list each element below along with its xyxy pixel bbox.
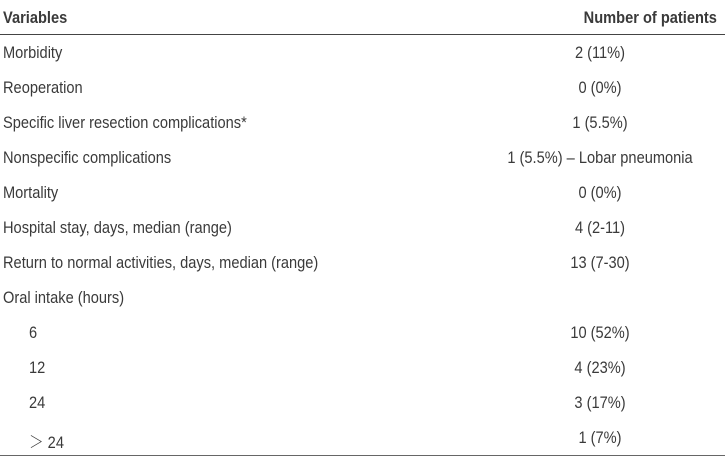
- row-label: 12: [29, 358, 46, 377]
- table-row: [0, 36, 725, 70]
- row-value: 4 (2-11): [574, 218, 626, 237]
- table-row: [0, 351, 725, 385]
- row-value: 3 (17%): [574, 393, 626, 412]
- row-label: Reoperation: [3, 78, 83, 97]
- row-value: 1 (5.5%) – Lobar pneumonia: [507, 148, 693, 167]
- row-value: 0 (0%): [578, 183, 622, 202]
- table-bottom-rule: [0, 455, 725, 456]
- table-row: [0, 421, 725, 455]
- row-label: 6: [29, 323, 38, 342]
- table-row: [0, 316, 725, 350]
- header-number-of-patients: Number of patients: [583, 8, 717, 27]
- row-label: Mortality: [3, 183, 59, 202]
- row-label: Morbidity: [3, 43, 63, 62]
- header-variables: Variables: [3, 8, 68, 27]
- row-label: ＞ 24: [29, 433, 64, 452]
- row-label: Return to normal activities, days, median (range): [3, 253, 319, 272]
- row-value: 0 (0%): [578, 78, 622, 97]
- table-row: [0, 106, 725, 140]
- table-row: [0, 281, 725, 315]
- row-value: 10 (52%): [570, 323, 630, 342]
- row-label: Specific liver resection complications*: [3, 113, 247, 132]
- row-value: 1 (5.5%): [572, 113, 628, 132]
- row-label: Nonspecific complications: [3, 148, 172, 167]
- table-row: [0, 141, 725, 175]
- row-label: Hospital stay, days, median (range): [3, 218, 232, 237]
- row-value: 2 (11%): [574, 43, 626, 62]
- table-header: [0, 0, 725, 35]
- table-row: [0, 71, 725, 105]
- table-row: [0, 211, 725, 245]
- table-row: [0, 246, 725, 280]
- table-row: [0, 176, 725, 210]
- table-row: [0, 386, 725, 420]
- row-label: 24: [29, 393, 46, 412]
- row-value: 13 (7-30): [570, 253, 630, 272]
- row-value: 1 (7%): [578, 428, 622, 447]
- row-value: 4 (23%): [574, 358, 626, 377]
- row-label: Oral intake (hours): [3, 288, 125, 307]
